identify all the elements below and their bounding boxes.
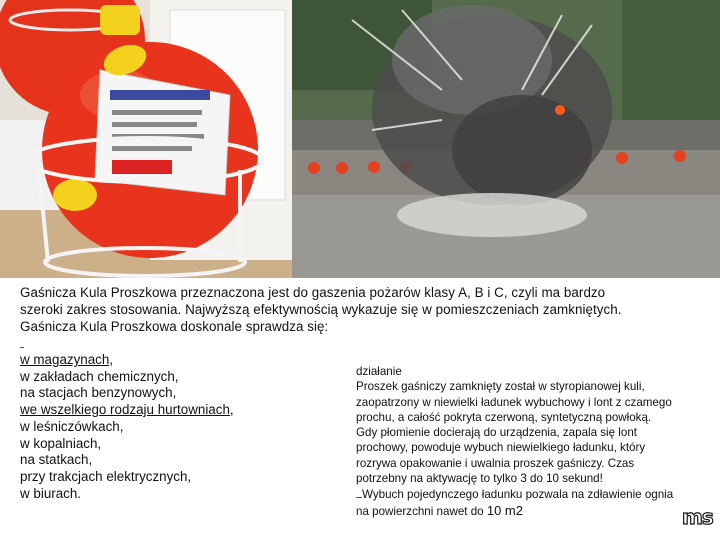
action-line-wrap — [356, 486, 716, 502]
list-item: w kopalniach, — [20, 435, 102, 451]
action-line: rozrywa opakowanie i uwalnia proszek gaśniczy. Czas — [356, 456, 635, 470]
extinguisher-ball-photo — [0, 0, 292, 278]
intro-line: Gaśnicza Kula Proszkowa przeznaczona jest do gaszenia pożarów klasy A, B i C, czyli ma bardzo — [20, 285, 606, 300]
list-item: w zakładach chemicznych, — [20, 368, 179, 384]
list-item: we wszelkiego rodzaju hurtowniach, — [20, 402, 234, 418]
list-item: na stacjach benzynowych, — [20, 385, 177, 401]
action-line: Gdy płomienie docierają do urządzenia, zapala się lont — [356, 426, 637, 440]
author-logo: ms — [682, 505, 713, 529]
intro-line: Gaśnicza Kula Proszkowa doskonale sprawdza się: — [20, 319, 329, 334]
action-line: na powierzchni nawet do — [356, 504, 484, 518]
intro-line: szeroki zakres stosowania. Najwyższą efektywnością wykazuje się w pomieszczeniach zamkniętych. — [20, 302, 622, 317]
explosion-photo — [292, 0, 720, 278]
list-item: przy trakcjach elektrycznych, — [20, 468, 192, 484]
action-line: prochowy, powoduje wybuch niewielkiego ładunku, który — [356, 441, 646, 455]
explosion-icon — [292, 0, 720, 278]
list-item: w biurach. — [20, 485, 82, 501]
intro-paragraph — [20, 284, 710, 335]
action-line: zaopatrzony w niewielki ładunek wybuchowy i lont z czamego — [356, 395, 672, 409]
list-item: w magazynach, — [20, 352, 114, 367]
action-line: Proszek gaśniczy zamknięty został w styropianowej kuli, — [356, 380, 645, 394]
action-line: Wybuch pojedynczego ładunku pozwala na zdławienie ognia — [362, 488, 674, 502]
uses-list — [20, 352, 234, 502]
underline-mark — [20, 339, 24, 348]
list-item: w leśniczówkach, — [20, 418, 124, 434]
fire-extinguisher-ball-icon — [0, 0, 292, 278]
action-heading: działanie — [356, 365, 402, 378]
action-line: prochu, a całość pokryta czerwoną, syntetyczną powłoką. — [356, 410, 652, 424]
list-item: na statkach, — [20, 452, 93, 468]
action-description — [356, 364, 716, 519]
area-value: 10 m2 — [486, 502, 523, 518]
action-line: potrzebny na aktywację to tylko 3 do 10 sekund! — [356, 472, 603, 486]
action-line-wrap — [356, 503, 716, 519]
